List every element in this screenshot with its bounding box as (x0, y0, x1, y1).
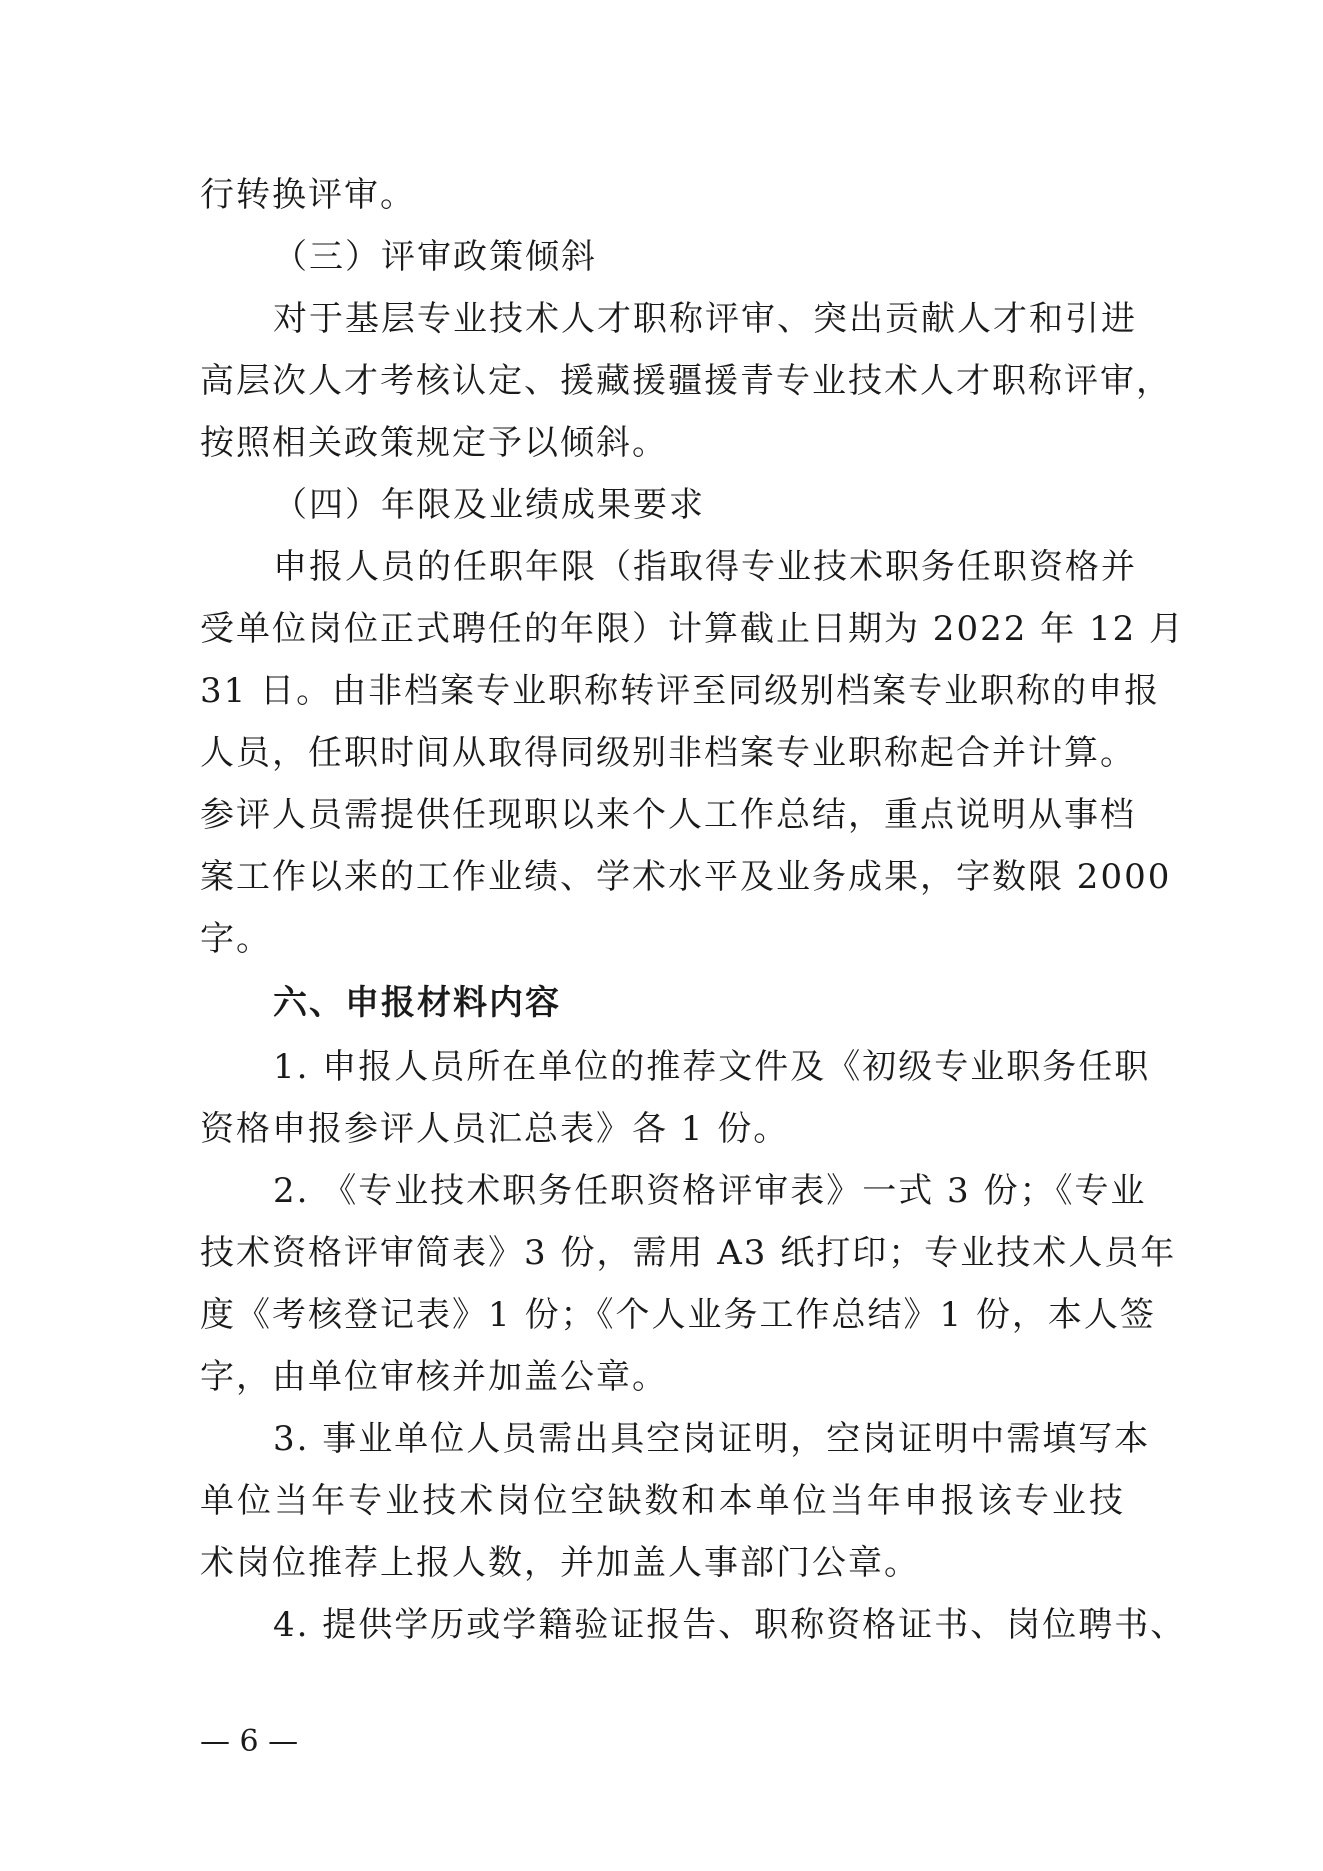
text-line: 术岗位推荐上报人数，并加盖人事部门公章。 (200, 1543, 920, 1583)
text-line: 对于基层专业技术人才职称评审、突出贡献人才和引进 (273, 299, 1137, 339)
text-line: 3. 事业单位人员需出具空岗证明，空岗证明中需填写本 (273, 1419, 1151, 1459)
page-number: — 6 — (200, 1724, 299, 1759)
section-heading: 六、申报材料内容 (273, 983, 561, 1023)
text-line: 资格申报参评人员汇总表》各 1 份。 (200, 1109, 790, 1149)
text-line: 度《考核登记表》1 份；《个人业务工作总结》1 份，本人签 (200, 1295, 1156, 1335)
text-line: 31 日。由非档案专业职称转评至同级别档案专业职称的申报 (200, 671, 1161, 711)
text-line: 单位当年专业技术岗位空缺数和本单位当年申报该专业技 (200, 1481, 1125, 1521)
text-line: 案工作以来的工作业绩、学术水平及业务成果，字数限 2000 (200, 857, 1172, 897)
text-line: 技术资格评审简表》3 份，需用 A3 纸打印；专业技术人员年 (200, 1233, 1177, 1273)
text-line: 字，由单位审核并加盖公章。 (200, 1357, 668, 1397)
text-line: 2. 《专业技术职务任职资格评审表》一式 3 份；《专业 (273, 1171, 1147, 1211)
text-line: 行转换评审。 (200, 175, 416, 215)
text-line: 按照相关政策规定予以倾斜。 (200, 423, 668, 463)
subheading-line: （三）评审政策倾斜 (273, 237, 597, 277)
text-line: 参评人员需提供任现职以来个人工作总结，重点说明从事档 (200, 795, 1136, 835)
text-line: 字。 (200, 919, 272, 959)
text-line: 高层次人才考核认定、援藏援疆援青专业技术人才职称评审， (200, 361, 1172, 401)
text-line: 人员，任职时间从取得同级别非档案专业职称起合并计算。 (200, 733, 1136, 773)
text-line: 4. 提供学历或学籍验证报告、职称资格证书、岗位聘书、 (273, 1605, 1187, 1645)
text-line: 1. 申报人员所在单位的推荐文件及《初级专业职务任职 (273, 1047, 1151, 1087)
subheading-line: （四）年限及业绩成果要求 (273, 485, 705, 525)
text-line: 申报人员的任职年限（指取得专业技术职务任职资格并 (273, 547, 1137, 587)
text-line: 受单位岗位正式聘任的年限）计算截止日期为 2022 年 12 月 (200, 609, 1186, 649)
